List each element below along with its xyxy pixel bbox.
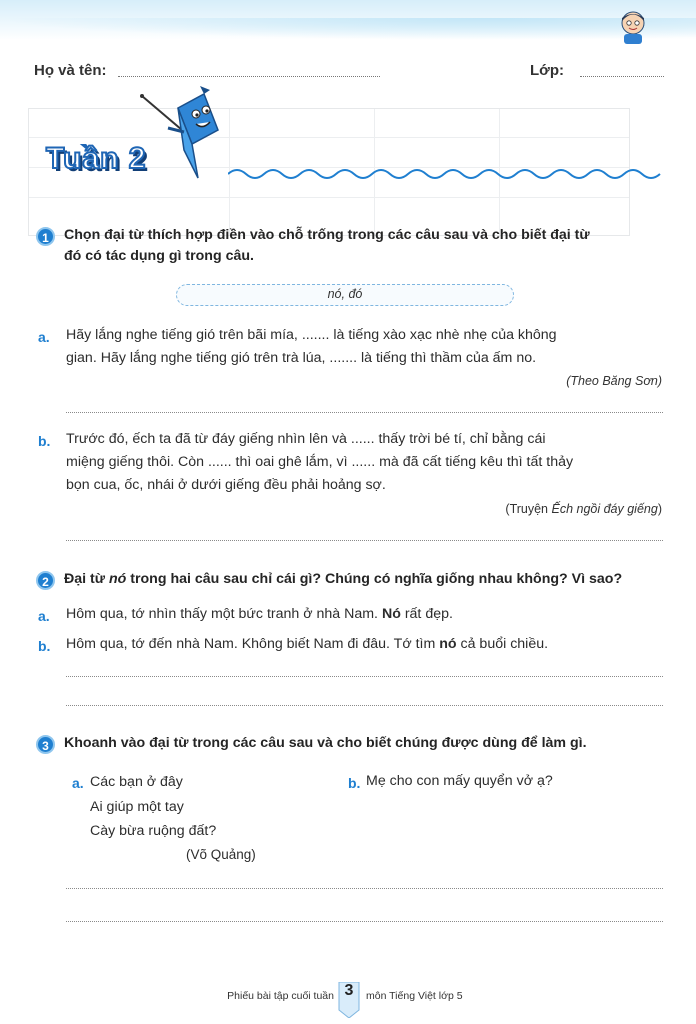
question-1-prompt: Chọn đại từ thích hợp điền vào chỗ trống trong các câu sau và cho biết đại từ đó có tác dụng gì trong câu. — [64, 227, 590, 264]
question-2-number: 2 — [36, 571, 55, 590]
footer-right: môn Tiếng Việt lớp 5 — [366, 990, 463, 1002]
week-badge: Tuần 2 — [46, 142, 147, 175]
question-3-prompt: Khoanh vào đại từ trong các câu sau và cho biết chúng được dùng để làm gì. — [64, 735, 587, 751]
word-bank: nó, đó — [176, 284, 514, 306]
q2-answer-line-2[interactable] — [66, 705, 663, 706]
q3-b-label: b. — [348, 775, 361, 791]
question-3-number: 3 — [36, 735, 55, 754]
class-label: Lớp: — [530, 62, 564, 79]
student-avatar-icon — [618, 10, 648, 44]
q1-a-label: a. — [38, 329, 50, 345]
q3-a-poem: Các bạn ở đây Ai giúp một tay Cày bừa ruộng đất? — [90, 774, 217, 839]
top-banner — [0, 0, 696, 40]
q2-a-text: Hôm qua, tớ nhìn thấy một bức tranh ở nhà Nam. Nó rất đẹp. — [66, 606, 453, 622]
name-label: Họ và tên: — [34, 62, 107, 79]
q3-answer-line-2[interactable] — [66, 921, 663, 922]
question-1-number: 1 — [36, 227, 55, 246]
q1-b-source: (Truyện Ếch ngồi đáy giếng) — [505, 502, 662, 516]
name-field[interactable] — [118, 76, 380, 77]
wave-divider — [228, 164, 664, 184]
week-header — [40, 86, 225, 191]
q2-answer-line-1[interactable] — [66, 676, 663, 677]
q1-b-answer-line[interactable] — [66, 540, 663, 541]
q1-a-answer-line[interactable] — [66, 412, 663, 413]
footer-left: Phiếu bài tập cuối tuần — [227, 990, 334, 1002]
q2-b-text: Hôm qua, tớ đến nhà Nam. Không biết Nam đi đâu. Tớ tìm nó cả buổi chiều. — [66, 636, 549, 652]
q2-b-label: b. — [38, 638, 51, 654]
class-field[interactable] — [580, 76, 664, 77]
question-2-prompt: Đại từ nó trong hai câu sau chỉ cái gì? Chúng có nghĩa giống nhau không? Vì sao? — [64, 571, 623, 587]
page-number: 3 — [344, 982, 354, 999]
q3-a-label: a. — [72, 775, 84, 791]
q2-a-label: a. — [38, 608, 50, 624]
q1-b-label: b. — [38, 433, 51, 449]
q1-b-text: Trước đó, ếch ta đã từ đáy giếng nhìn lên và ...... thấy trời bé tí, chỉ bằng cái miệng giếng thôi. Còn ...... thì oai ghê lắm, vì ...... mà đã cất tiếng kêu thì tất thảy bọn cua, ốc, nhái ở dưới giếng đều phải hoảng sợ. — [66, 431, 574, 493]
q3-a-source: (Võ Quảng) — [186, 847, 256, 862]
q1-a-text: Hãy lắng nghe tiếng gió trên bãi mía, ....... là tiếng xào xạc nhè nhẹ của không gian. Hãy lắng nghe tiếng gió trên trà lúa, ....... là tiếng thì thầm của ấm no. — [66, 327, 557, 366]
q3-answer-line-1[interactable] — [66, 888, 663, 889]
q1-a-source: (Theo Băng Sơn) — [566, 374, 662, 388]
q3-b-text: Mẹ cho con mấy quyển vở ạ? — [366, 773, 553, 789]
student-info-row — [34, 62, 664, 82]
